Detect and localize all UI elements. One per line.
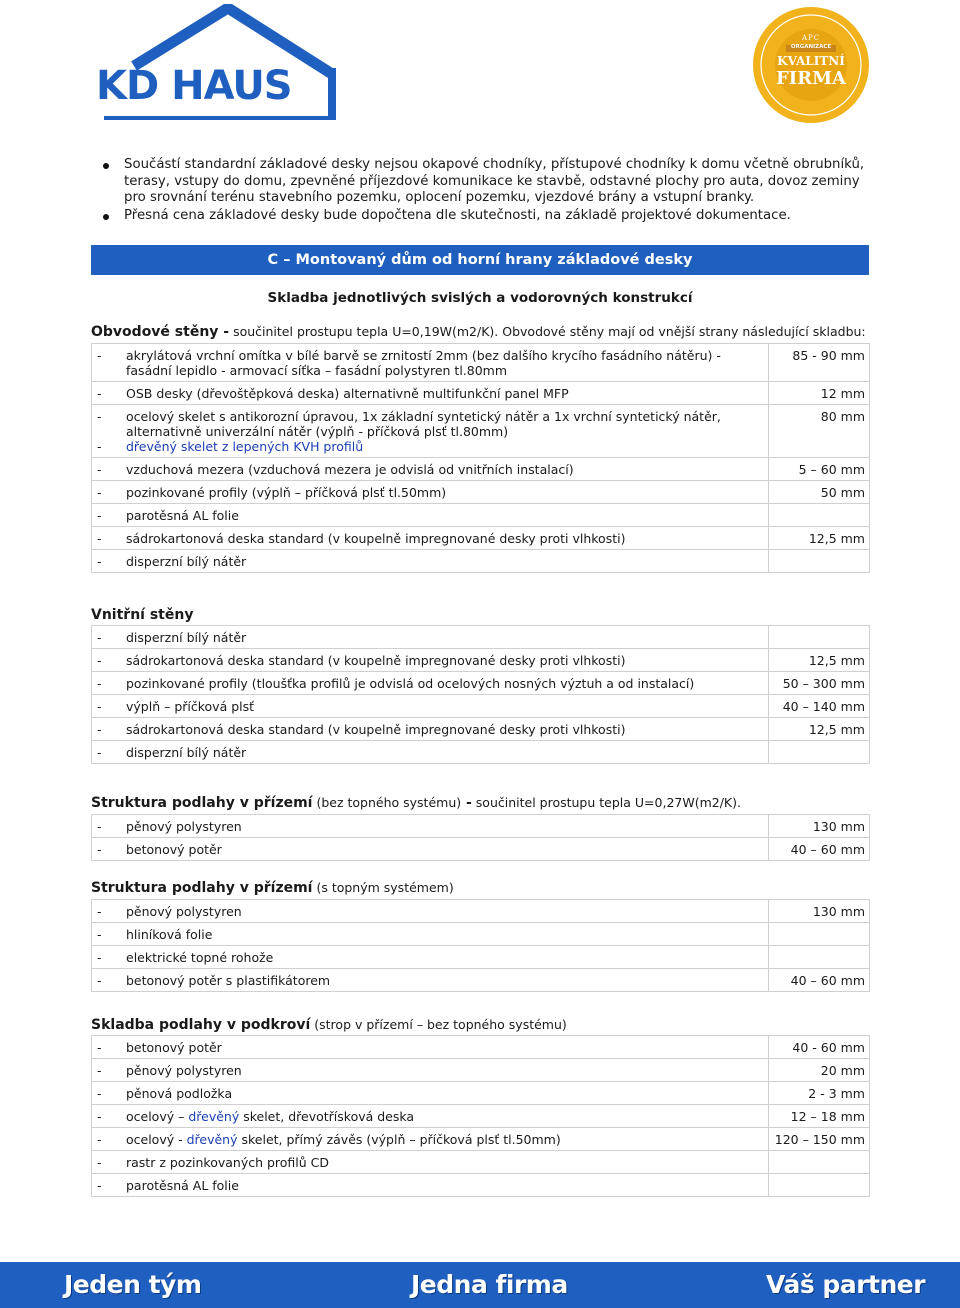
table-row [92, 741, 870, 764]
row-text-pre: betonový potěr [126, 1040, 222, 1055]
row-value [769, 550, 870, 573]
row-text [126, 1063, 764, 1078]
table-row [92, 1059, 870, 1082]
row-description [92, 741, 769, 764]
brand-name: KD HAUS [96, 63, 292, 109]
row-dash: - [97, 950, 102, 965]
row-description [92, 946, 769, 969]
row-description [92, 405, 769, 458]
row-description [92, 550, 769, 573]
row-value: 12 mm [769, 382, 870, 405]
row-line [96, 1178, 764, 1193]
row-dash: - [97, 462, 102, 477]
heading-note: součinitel prostupu tepla U=0,19W(m2/K). [229, 324, 499, 339]
row-text-blue: dřevěný [186, 1132, 238, 1147]
row-line [96, 973, 764, 988]
row-line [96, 554, 764, 569]
row-line [96, 1132, 764, 1147]
table-row [92, 481, 870, 504]
row-description [92, 382, 769, 405]
quality-seal [752, 6, 870, 124]
row-dash: - [97, 531, 102, 546]
row-text: vzduchová mezera (vzduchová mezera je odvislá od vnitřních instalací) [126, 462, 574, 477]
row-value: 12,5 mm [769, 718, 870, 741]
row-dash: - [97, 722, 102, 737]
row-line [96, 630, 764, 645]
row-description [92, 1105, 769, 1128]
table-row [92, 900, 870, 923]
row-value [769, 1151, 870, 1174]
heading-bold: Struktura podlahy v přízemí [91, 795, 313, 811]
row-value: 40 – 60 mm [769, 969, 870, 992]
seal-line1: KVALITNÍ [777, 54, 845, 68]
row-text: sádrokartonová deska standard (v koupelně impregnované desky proti vlhkosti) [126, 722, 626, 737]
row-line [96, 842, 764, 857]
seal-line2: FIRMA [775, 68, 847, 89]
table-row [92, 946, 870, 969]
row-text: OSB desky (dřevoštěpková deska) alternativně multifunkční panel MFP [126, 386, 569, 401]
row-dash: - [97, 630, 102, 645]
row-line [96, 439, 764, 454]
row-text: disperzní bílý nátěr [126, 554, 247, 569]
bullet-item: Součástí standardní základové desky nejsou okapové chodníky, přístupové chodníky k domu včetně obrubníků, terasy, vstupy do domu, zpevněné příjezdové komunikace ke stavbě, odstavné plochy pro auta, dovoz zeminy pro srovnání terénu stavebního pozemku, oplocení pozemku, vjezdové brány a vstupní branky. [100, 157, 875, 207]
row-description [92, 900, 769, 923]
row-text: hliníková folie [126, 927, 213, 942]
bullet-item: Přesná cena základové desky bude dopočtena dle skutečnosti, na základě projektové dokumentace. [100, 208, 875, 225]
heading-bold: Struktura podlahy v přízemí [91, 880, 313, 896]
row-text-pre: parotěsná AL folie [126, 1178, 239, 1193]
row-text-pre: rastr z pozinkovaných profilů CD [126, 1155, 330, 1170]
row-value: 80 mm [769, 405, 870, 458]
row-line [96, 531, 764, 546]
row-text: pěnový polystyren [126, 904, 242, 919]
row-description [92, 923, 769, 946]
row-text: betonový potěr [126, 842, 222, 857]
row-line [96, 745, 764, 760]
floor-heated-table [91, 899, 870, 992]
row-text: disperzní bílý nátěr [126, 630, 247, 645]
row-text: výplň – příčková plsť [126, 699, 255, 714]
table-row [92, 838, 870, 861]
row-value: 40 - 60 mm [769, 1036, 870, 1059]
row-dash: - [97, 973, 102, 988]
row-text-pre: ocelový - [126, 1132, 187, 1147]
row-text-blue: dřevěný [188, 1109, 240, 1124]
row-text-pre: pěnový polystyren [126, 1063, 242, 1078]
row-dash: - [97, 508, 102, 523]
row-dash: - [97, 1132, 102, 1147]
row-text: betonový potěr s plastifikátorem [126, 973, 331, 988]
table-row [92, 550, 870, 573]
inner-walls-table [91, 625, 870, 764]
row-value [769, 946, 870, 969]
row-text-post: skelet, dřevotřísková deska [239, 1109, 415, 1124]
row-line [96, 409, 764, 439]
row-line [96, 1040, 764, 1055]
heading-bold: Obvodové stěny - [91, 324, 230, 340]
row-description [92, 838, 769, 861]
row-dash: - [97, 653, 102, 668]
row-value: 130 mm [769, 900, 870, 923]
row-value [769, 626, 870, 649]
row-text: pěnový polystyren [126, 819, 242, 834]
table-row [92, 405, 870, 458]
row-description [92, 1174, 769, 1197]
row-line [96, 699, 764, 714]
row-text: sádrokartonová deska standard (v koupelně impregnované desky proti vlhkosti) [126, 531, 626, 546]
row-dash: - [97, 676, 102, 691]
row-dash: - [97, 1178, 102, 1193]
row-description [92, 1036, 769, 1059]
row-line [96, 1063, 764, 1078]
row-text [126, 1040, 764, 1055]
heading-note: (bez topného systému) [312, 795, 462, 810]
row-value: 5 – 60 mm [769, 458, 870, 481]
row-text: pozinkované profily (výplň – příčková plsť tl.50mm) [126, 485, 447, 500]
table-row [92, 1082, 870, 1105]
kd-haus-logo [96, 4, 346, 122]
row-text: sádrokartonová deska standard (v koupelně impregnované desky proti vlhkosti) [126, 653, 626, 668]
row-value: 12,5 mm [769, 649, 870, 672]
row-value [769, 741, 870, 764]
footer-bar [0, 1262, 960, 1308]
row-description [92, 1128, 769, 1151]
row-dash: - [97, 842, 102, 857]
row-dash: - [97, 348, 102, 363]
floor-ground-table [91, 814, 870, 861]
heading-bold: Skladba podlahy v podkroví [91, 1017, 311, 1033]
table-row [92, 1128, 870, 1151]
row-dash: - [97, 819, 102, 834]
heading-note: (strop v přízemí – bez topného systému) [310, 1017, 567, 1032]
row-text [126, 1155, 764, 1170]
row-description [92, 504, 769, 527]
row-dash: - [97, 1109, 102, 1124]
row-value: 50 – 300 mm [769, 672, 870, 695]
row-line [96, 1109, 764, 1124]
row-value: 40 – 140 mm [769, 695, 870, 718]
row-text [126, 1086, 764, 1101]
row-value: 50 mm [769, 481, 870, 504]
table-row [92, 458, 870, 481]
table-row [92, 969, 870, 992]
row-text: parotěsná AL folie [126, 508, 239, 523]
row-description [92, 969, 769, 992]
heading-rest: součinitel prostupu tepla U=0,27W(m2/K). [471, 795, 741, 810]
row-dash: - [97, 699, 102, 714]
floor-attic-heading [91, 1017, 891, 1033]
row-value: 20 mm [769, 1059, 870, 1082]
heading-bold: Vnitřní stěny [91, 607, 194, 623]
row-text-pre: pěnová podložka [126, 1086, 233, 1101]
row-text [126, 1109, 764, 1124]
row-text: akrylátová vrchní omítka v bílé barvě se zrnitostí 2mm (bez dalšího krycího fasádního nátěru) - fasádní lepidlo - armovací síťka – fasádní polystyren tl.80mm [126, 348, 721, 378]
table-row [92, 649, 870, 672]
footer-slogan-center: Jedna firma [411, 1270, 568, 1299]
row-value: 12 – 18 mm [769, 1105, 870, 1128]
table-row [92, 1151, 870, 1174]
table-row [92, 382, 870, 405]
row-value [769, 1174, 870, 1197]
row-description [92, 527, 769, 550]
row-line [96, 904, 764, 919]
intro-bullets [100, 157, 875, 225]
heading-dash: - [461, 795, 472, 811]
row-description [92, 649, 769, 672]
seal-apc: APC [801, 34, 821, 42]
row-line [96, 950, 764, 965]
row-line [96, 819, 764, 834]
row-line [96, 722, 764, 737]
row-dash: - [97, 1086, 102, 1101]
footer-slogan-left: Jeden tým [64, 1270, 202, 1299]
row-dash: - [97, 745, 102, 760]
row-description [92, 672, 769, 695]
row-text: pozinkované profily (tloušťka profilů je odvislá od ocelových nosných výztuh a od instalací) [126, 676, 695, 691]
row-line [96, 676, 764, 691]
row-dash: - [97, 386, 102, 401]
row-text-pre: ocelový – [126, 1109, 189, 1124]
table-row [92, 815, 870, 838]
seal-org: ORGANIZACE [790, 44, 832, 50]
table-row [92, 504, 870, 527]
row-dash: - [97, 485, 102, 500]
row-description [92, 1059, 769, 1082]
row-text [126, 1178, 764, 1193]
table-row [92, 626, 870, 649]
row-line [96, 462, 764, 477]
row-dash: - [97, 927, 102, 942]
floor-ground-heading [91, 795, 891, 811]
row-text: elektrické topné rohože [126, 950, 274, 965]
row-text: dřevěný skelet z lepených KVH profilů [126, 439, 364, 454]
floor-attic-table [91, 1035, 870, 1197]
table-row [92, 344, 870, 382]
row-description [92, 718, 769, 741]
outer-walls-heading [91, 324, 891, 340]
row-value: 2 - 3 mm [769, 1082, 870, 1105]
row-description [92, 1082, 769, 1105]
row-line [96, 508, 764, 523]
inner-walls-heading [91, 607, 891, 623]
row-description [92, 481, 769, 504]
row-description [92, 1151, 769, 1174]
row-text: disperzní bílý nátěr [126, 745, 247, 760]
row-dash: - [97, 554, 102, 569]
row-line [96, 653, 764, 668]
row-line [96, 348, 764, 378]
table-row [92, 1174, 870, 1197]
row-dash: - [97, 1063, 102, 1078]
row-value: 85 - 90 mm [769, 344, 870, 382]
row-line [96, 386, 764, 401]
row-dash: - [97, 904, 102, 919]
row-text: ocelový skelet s antikorozní úpravou, 1x základní syntetický nátěr a 1x vrchní syntetický nátěr, alternativně univerzální nátěr (výplň - příčková plsť tl.80mm) [126, 409, 721, 439]
footer-slogan-right: Váš partner [766, 1270, 926, 1299]
table-row [92, 718, 870, 741]
row-text [126, 1132, 764, 1147]
section-subtitle: Skladba jednotlivých svislých a vodorovných konstrukcí [267, 290, 693, 306]
table-row [92, 923, 870, 946]
row-value: 130 mm [769, 815, 870, 838]
row-line [96, 927, 764, 942]
row-description [92, 458, 769, 481]
row-dash: - [97, 1155, 102, 1170]
row-value: 40 – 60 mm [769, 838, 870, 861]
row-value: 120 – 150 mm [769, 1128, 870, 1151]
heading-note: (s topným systémem) [312, 880, 454, 895]
table-row [92, 695, 870, 718]
row-value [769, 504, 870, 527]
table-row [92, 527, 870, 550]
row-line [96, 1086, 764, 1101]
outer-walls-table [91, 343, 870, 573]
row-dash: - [97, 1040, 102, 1055]
row-value [769, 923, 870, 946]
row-dash: - [97, 409, 102, 424]
row-description [92, 815, 769, 838]
row-description [92, 626, 769, 649]
table-row [92, 1036, 870, 1059]
floor-heated-heading [91, 880, 891, 896]
row-text-post: skelet, přímý závěs (výplň – příčková plsť tl.50mm) [237, 1132, 561, 1147]
table-row [92, 1105, 870, 1128]
heading-rest: Obvodové stěny mají od vnější strany následující skladbu: [498, 324, 866, 339]
row-line [96, 485, 764, 500]
row-dash: - [97, 439, 102, 454]
row-value: 12,5 mm [769, 527, 870, 550]
row-description [92, 695, 769, 718]
section-banner: C – Montovaný dům od horní hrany základové desky [91, 245, 869, 275]
row-line [96, 1155, 764, 1170]
table-row [92, 672, 870, 695]
row-description [92, 344, 769, 382]
